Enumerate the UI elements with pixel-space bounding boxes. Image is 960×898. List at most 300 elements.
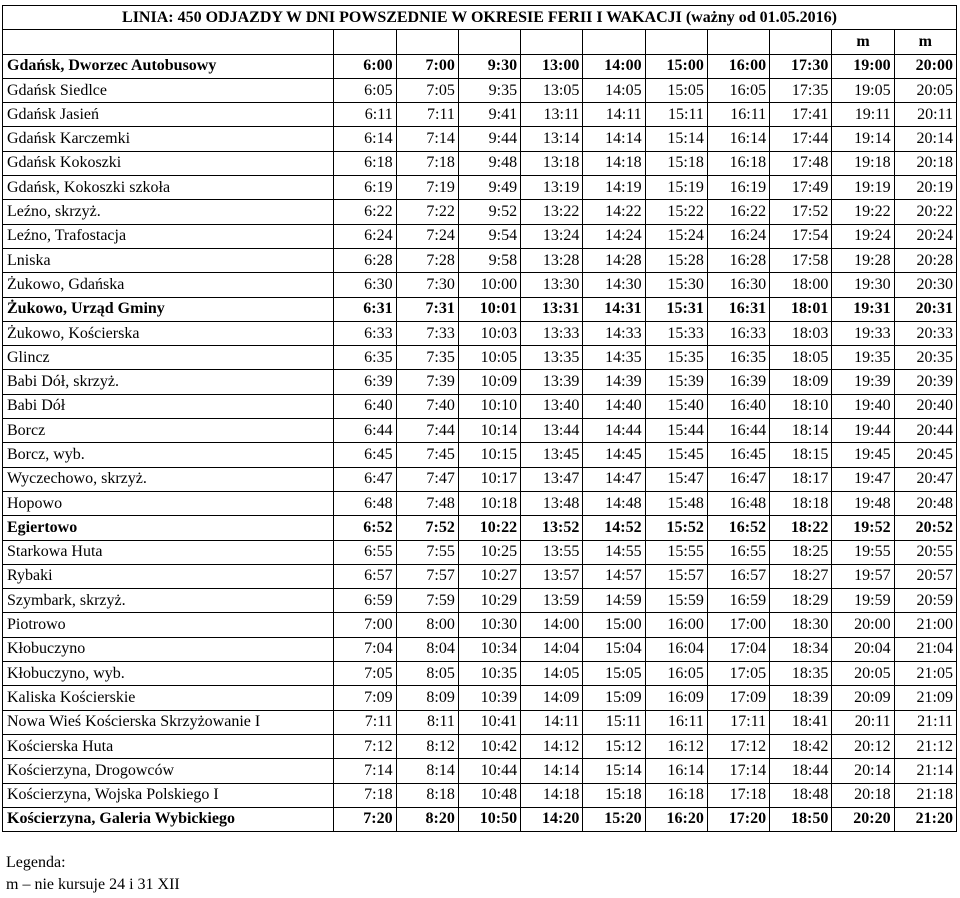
departure-time: 15:33 — [645, 321, 707, 345]
departure-time: 14:30 — [583, 273, 645, 297]
departure-time: 21:12 — [894, 734, 956, 758]
departure-time: 14:12 — [521, 734, 583, 758]
departure-time: 13:30 — [521, 273, 583, 297]
departure-time: 20:30 — [894, 273, 956, 297]
departure-time: 7:57 — [396, 564, 458, 588]
departure-time: 20:00 — [832, 613, 894, 637]
stop-row — [3, 540, 957, 564]
departure-time: 17:09 — [707, 686, 769, 710]
departure-time: 10:25 — [458, 540, 520, 564]
departure-time: 7:52 — [396, 516, 458, 540]
departure-time: 13:18 — [521, 151, 583, 175]
departure-time: 6:19 — [334, 176, 396, 200]
departure-time: 17:41 — [770, 103, 832, 127]
departure-time: 7:11 — [334, 710, 396, 734]
departure-time: 13:11 — [521, 103, 583, 127]
stop-row — [3, 346, 957, 370]
departure-time: 17:18 — [707, 783, 769, 807]
departure-time: 16:45 — [707, 443, 769, 467]
departure-time: 16:12 — [645, 734, 707, 758]
departure-time: 10:29 — [458, 589, 520, 613]
departure-time: 20:52 — [894, 516, 956, 540]
departure-time: 20:14 — [894, 127, 956, 151]
stop-name: Starkowa Huta — [3, 540, 334, 564]
departure-time: 10:10 — [458, 394, 520, 418]
departure-time: 6:00 — [334, 54, 396, 78]
departure-time: 7:28 — [396, 248, 458, 272]
stop-row — [3, 516, 957, 540]
departure-time: 18:27 — [770, 564, 832, 588]
departure-time: 14:48 — [583, 491, 645, 515]
departure-time: 16:59 — [707, 589, 769, 613]
departure-time: 15:59 — [645, 589, 707, 613]
stop-row — [3, 176, 957, 200]
departure-time: 16:48 — [707, 491, 769, 515]
stop-name: Kaliska Kościerskie — [3, 686, 334, 710]
departure-time: 18:29 — [770, 589, 832, 613]
departure-time: 10:05 — [458, 346, 520, 370]
stop-row — [3, 273, 957, 297]
departure-time: 19:55 — [832, 540, 894, 564]
departure-time: 7:40 — [396, 394, 458, 418]
departure-time: 21:00 — [894, 613, 956, 637]
departure-time: 20:05 — [894, 78, 956, 102]
departure-time: 14:05 — [521, 662, 583, 686]
departure-time: 15:30 — [645, 273, 707, 297]
stop-row — [3, 370, 957, 394]
stop-row — [3, 127, 957, 151]
stop-row — [3, 783, 957, 807]
departure-time: 18:01 — [770, 297, 832, 321]
departure-time: 7:22 — [396, 200, 458, 224]
stop-row — [3, 613, 957, 637]
departure-time: 14:28 — [583, 248, 645, 272]
departure-time: 14:24 — [583, 224, 645, 248]
departure-time: 20:00 — [894, 54, 956, 78]
departure-time: 18:03 — [770, 321, 832, 345]
departure-time: 7:45 — [396, 443, 458, 467]
departure-time: 6:11 — [334, 103, 396, 127]
departure-time: 8:04 — [396, 637, 458, 661]
departure-time: 20:18 — [832, 783, 894, 807]
stop-row — [3, 759, 957, 783]
departure-time: 7:44 — [396, 419, 458, 443]
timetable-title: LINIA: 450 ODJAZDY W DNI POWSZEDNIE W OKRESIE FERII I WAKACJI (ważny od 01.05.2016) — [3, 6, 957, 30]
departure-time: 18:14 — [770, 419, 832, 443]
departure-time: 16:28 — [707, 248, 769, 272]
departure-time: 20:28 — [894, 248, 956, 272]
departure-time: 20:55 — [894, 540, 956, 564]
stop-name: Piotrowo — [3, 613, 334, 637]
departure-time: 15:40 — [645, 394, 707, 418]
departure-time: 15:28 — [645, 248, 707, 272]
stop-name: Leźno, skrzyż. — [3, 200, 334, 224]
departure-time: 7:00 — [396, 54, 458, 78]
departure-time: 14:22 — [583, 200, 645, 224]
departure-time: 13:52 — [521, 516, 583, 540]
departure-time: 14:09 — [521, 686, 583, 710]
departure-time: 8:20 — [396, 807, 458, 831]
departure-time: 16:24 — [707, 224, 769, 248]
departure-time: 18:39 — [770, 686, 832, 710]
departure-time: 6:31 — [334, 297, 396, 321]
departure-time: 20:31 — [894, 297, 956, 321]
departure-time: 14:04 — [521, 637, 583, 661]
departure-time: 18:44 — [770, 759, 832, 783]
departure-time: 7:14 — [334, 759, 396, 783]
departure-time: 9:54 — [458, 224, 520, 248]
departure-time: 16:47 — [707, 467, 769, 491]
departure-time: 13:33 — [521, 321, 583, 345]
departure-time: 14:44 — [583, 419, 645, 443]
departure-time: 19:35 — [832, 346, 894, 370]
departure-time: 13:14 — [521, 127, 583, 151]
departure-time: 19:40 — [832, 394, 894, 418]
timetable — [2, 5, 957, 832]
stop-row — [3, 78, 957, 102]
departure-time: 7:59 — [396, 589, 458, 613]
departure-time: 15:24 — [645, 224, 707, 248]
departure-time: 13:59 — [521, 589, 583, 613]
departure-time: 20:20 — [832, 807, 894, 831]
stop-name: Gdańsk Kokoszki — [3, 151, 334, 175]
stop-name: Kościerzyna, Drogowców — [3, 759, 334, 783]
departure-time: 6:22 — [334, 200, 396, 224]
departure-time: 7:19 — [396, 176, 458, 200]
departure-time: 10:14 — [458, 419, 520, 443]
departure-time: 21:04 — [894, 637, 956, 661]
departure-time: 7:11 — [396, 103, 458, 127]
departure-time: 16:30 — [707, 273, 769, 297]
departure-time: 18:50 — [770, 807, 832, 831]
departure-time: 10:48 — [458, 783, 520, 807]
departure-time: 21:20 — [894, 807, 956, 831]
departure-time: 20:11 — [894, 103, 956, 127]
departure-time: 17:30 — [770, 54, 832, 78]
departure-time: 10:01 — [458, 297, 520, 321]
departure-time: 7:31 — [396, 297, 458, 321]
stop-row — [3, 200, 957, 224]
departure-time: 17:12 — [707, 734, 769, 758]
departure-time: 10:09 — [458, 370, 520, 394]
departure-time: 7:05 — [396, 78, 458, 102]
departure-time: 7:24 — [396, 224, 458, 248]
departure-time: 20:40 — [894, 394, 956, 418]
departure-time: 21:18 — [894, 783, 956, 807]
departure-time: 18:22 — [770, 516, 832, 540]
departure-time: 19:11 — [832, 103, 894, 127]
stop-name: Glincz — [3, 346, 334, 370]
departure-time: 20:47 — [894, 467, 956, 491]
departure-time: 10:42 — [458, 734, 520, 758]
stop-name: Żukowo, Urząd Gminy — [3, 297, 334, 321]
departure-time: 7:04 — [334, 637, 396, 661]
departure-time: 15:47 — [645, 467, 707, 491]
departure-time: 16:22 — [707, 200, 769, 224]
departure-time: 19:52 — [832, 516, 894, 540]
stop-row — [3, 734, 957, 758]
departure-time: 15:20 — [583, 807, 645, 831]
departure-time: 9:41 — [458, 103, 520, 127]
departure-time: 21:09 — [894, 686, 956, 710]
departure-time: 6:47 — [334, 467, 396, 491]
departure-time: 9:35 — [458, 78, 520, 102]
departure-time: 20:59 — [894, 589, 956, 613]
departure-time: 15:19 — [645, 176, 707, 200]
departure-time: 20:19 — [894, 176, 956, 200]
stop-row — [3, 662, 957, 686]
departure-time: 19:00 — [832, 54, 894, 78]
stop-name: Borcz — [3, 419, 334, 443]
departure-time: 14:47 — [583, 467, 645, 491]
departure-time: 18:35 — [770, 662, 832, 686]
departure-time: 10:41 — [458, 710, 520, 734]
stop-row — [3, 467, 957, 491]
departure-time: 7:00 — [334, 613, 396, 637]
departure-time: 16:00 — [645, 613, 707, 637]
stop-row — [3, 151, 957, 175]
departure-time: 16:05 — [645, 662, 707, 686]
departure-time: 14:18 — [521, 783, 583, 807]
departure-time: 7:35 — [396, 346, 458, 370]
stop-row — [3, 491, 957, 515]
stop-name: Babi Dół — [3, 394, 334, 418]
stop-name: Kościerzyna, Wojska Polskiego I — [3, 783, 334, 807]
departure-time: 10:34 — [458, 637, 520, 661]
departure-time: 19:33 — [832, 321, 894, 345]
legend — [6, 852, 180, 896]
departure-time: 16:31 — [707, 297, 769, 321]
departure-time: 20:44 — [894, 419, 956, 443]
departure-time: 16:00 — [707, 54, 769, 78]
departure-time: 19:24 — [832, 224, 894, 248]
departure-time: 7:47 — [396, 467, 458, 491]
departure-time: 18:41 — [770, 710, 832, 734]
stop-name: Hopowo — [3, 491, 334, 515]
departure-time: 15:48 — [645, 491, 707, 515]
departure-time: 6:14 — [334, 127, 396, 151]
departure-time: 9:58 — [458, 248, 520, 272]
departure-time: 15:05 — [583, 662, 645, 686]
stop-row — [3, 224, 957, 248]
stop-name: Babi Dół, skrzyż. — [3, 370, 334, 394]
departure-time: 15:11 — [583, 710, 645, 734]
departure-time: 14:20 — [521, 807, 583, 831]
departure-time: 9:52 — [458, 200, 520, 224]
stop-row — [3, 248, 957, 272]
departure-time: 7:05 — [334, 662, 396, 686]
departure-time: 15:00 — [583, 613, 645, 637]
departure-time: 19:31 — [832, 297, 894, 321]
departure-time: 19:18 — [832, 151, 894, 175]
stop-row — [3, 321, 957, 345]
departure-time: 13:55 — [521, 540, 583, 564]
departure-time: 15:57 — [645, 564, 707, 588]
departure-time: 14:35 — [583, 346, 645, 370]
departure-time: 19:57 — [832, 564, 894, 588]
departure-time: 16:14 — [707, 127, 769, 151]
departure-time: 8:11 — [396, 710, 458, 734]
departure-time: 13:22 — [521, 200, 583, 224]
departure-time: 20:24 — [894, 224, 956, 248]
departure-time: 13:47 — [521, 467, 583, 491]
departure-time: 20:18 — [894, 151, 956, 175]
departure-time: 6:35 — [334, 346, 396, 370]
departure-time: 7:30 — [396, 273, 458, 297]
stop-name: Gdańsk Siedlce — [3, 78, 334, 102]
departure-time: 16:35 — [707, 346, 769, 370]
departure-time: 13:31 — [521, 297, 583, 321]
departure-time: 7:33 — [396, 321, 458, 345]
stop-name: Leźno, Trafostacja — [3, 224, 334, 248]
departure-time: 15:45 — [645, 443, 707, 467]
stop-row — [3, 589, 957, 613]
stop-row — [3, 807, 957, 831]
departure-time: 8:00 — [396, 613, 458, 637]
departure-time: 15:09 — [583, 686, 645, 710]
departure-time: 15:14 — [645, 127, 707, 151]
departure-time: 19:30 — [832, 273, 894, 297]
stop-name: Wyczechowo, skrzyż. — [3, 467, 334, 491]
departure-time: 20:57 — [894, 564, 956, 588]
departure-time: 6:40 — [334, 394, 396, 418]
stop-name: Kościerska Huta — [3, 734, 334, 758]
departure-time: 7:39 — [396, 370, 458, 394]
legend-item: m – nie kursuje 24 i 31 XII — [6, 876, 180, 893]
departure-time: 20:45 — [894, 443, 956, 467]
departure-time: 20:14 — [832, 759, 894, 783]
departure-time: 17:48 — [770, 151, 832, 175]
departure-time: 7:18 — [334, 783, 396, 807]
departure-time: 15:11 — [645, 103, 707, 127]
departure-time: 6:28 — [334, 248, 396, 272]
departure-time: 10:18 — [458, 491, 520, 515]
departure-time: 7:14 — [396, 127, 458, 151]
departure-time: 14:39 — [583, 370, 645, 394]
departure-time: 9:44 — [458, 127, 520, 151]
departure-time: 15:12 — [583, 734, 645, 758]
departure-time: 8:18 — [396, 783, 458, 807]
departure-time: 15:55 — [645, 540, 707, 564]
stop-name: Kłobuczyno — [3, 637, 334, 661]
stop-row — [3, 54, 957, 78]
departure-time: 15:18 — [583, 783, 645, 807]
departure-time: 6:48 — [334, 491, 396, 515]
departure-time: 8:12 — [396, 734, 458, 758]
departure-time: 15:18 — [645, 151, 707, 175]
departure-time: 14:11 — [521, 710, 583, 734]
departure-time: 10:00 — [458, 273, 520, 297]
stop-name: Lniska — [3, 248, 334, 272]
departure-time: 19:28 — [832, 248, 894, 272]
departure-time: 7:55 — [396, 540, 458, 564]
stop-name: Borcz, wyb. — [3, 443, 334, 467]
timetable-body — [3, 54, 957, 832]
departure-time: 6:24 — [334, 224, 396, 248]
departure-time: 18:25 — [770, 540, 832, 564]
flag-row-blank — [3, 30, 334, 54]
departure-time: 6:52 — [334, 516, 396, 540]
departure-time: 14:31 — [583, 297, 645, 321]
departure-time: 13:45 — [521, 443, 583, 467]
departure-time: 15:00 — [645, 54, 707, 78]
departure-time: 17:05 — [707, 662, 769, 686]
departure-time: 14:57 — [583, 564, 645, 588]
departure-time: 13:40 — [521, 394, 583, 418]
departure-time: 7:18 — [396, 151, 458, 175]
departure-time: 20:35 — [894, 346, 956, 370]
departure-time: 14:18 — [583, 151, 645, 175]
course-flag — [521, 30, 583, 54]
stop-row — [3, 394, 957, 418]
departure-time: 17:04 — [707, 637, 769, 661]
departure-time: 6:57 — [334, 564, 396, 588]
stop-row — [3, 686, 957, 710]
departure-time: 16:18 — [707, 151, 769, 175]
departure-time: 14:55 — [583, 540, 645, 564]
departure-time: 10:22 — [458, 516, 520, 540]
departure-time: 17:35 — [770, 78, 832, 102]
departure-time: 16:18 — [645, 783, 707, 807]
departure-time: 16:20 — [645, 807, 707, 831]
course-flag — [334, 30, 396, 54]
departure-time: 7:09 — [334, 686, 396, 710]
stop-row — [3, 564, 957, 588]
departure-time: 17:58 — [770, 248, 832, 272]
departure-time: 19:44 — [832, 419, 894, 443]
departure-time: 19:48 — [832, 491, 894, 515]
departure-time: 13:35 — [521, 346, 583, 370]
departure-time: 10:30 — [458, 613, 520, 637]
departure-time: 17:11 — [707, 710, 769, 734]
course-flag — [707, 30, 769, 54]
departure-time: 16:11 — [645, 710, 707, 734]
departure-time: 9:30 — [458, 54, 520, 78]
stop-name: Szymbark, skrzyż. — [3, 589, 334, 613]
departure-time: 10:50 — [458, 807, 520, 831]
departure-time: 14:11 — [583, 103, 645, 127]
departure-time: 6:45 — [334, 443, 396, 467]
departure-time: 13:48 — [521, 491, 583, 515]
departure-time: 6:18 — [334, 151, 396, 175]
departure-time: 16:39 — [707, 370, 769, 394]
departure-time: 18:30 — [770, 613, 832, 637]
departure-time: 14:14 — [583, 127, 645, 151]
departure-time: 18:17 — [770, 467, 832, 491]
departure-time: 18:15 — [770, 443, 832, 467]
departure-time: 21:05 — [894, 662, 956, 686]
departure-time: 20:09 — [832, 686, 894, 710]
departure-time: 20:12 — [832, 734, 894, 758]
departure-time: 13:19 — [521, 176, 583, 200]
departure-time: 15:44 — [645, 419, 707, 443]
departure-time: 13:05 — [521, 78, 583, 102]
departure-time: 18:48 — [770, 783, 832, 807]
departure-time: 16:52 — [707, 516, 769, 540]
departure-time: 6:39 — [334, 370, 396, 394]
legend-heading: Legenda: — [6, 854, 66, 871]
departure-time: 17:44 — [770, 127, 832, 151]
departure-time: 19:39 — [832, 370, 894, 394]
departure-time: 19:14 — [832, 127, 894, 151]
departure-time: 16:57 — [707, 564, 769, 588]
departure-time: 16:40 — [707, 394, 769, 418]
departure-time: 18:10 — [770, 394, 832, 418]
departure-time: 13:24 — [521, 224, 583, 248]
title-row — [3, 6, 957, 30]
stop-row — [3, 297, 957, 321]
departure-time: 14:45 — [583, 443, 645, 467]
